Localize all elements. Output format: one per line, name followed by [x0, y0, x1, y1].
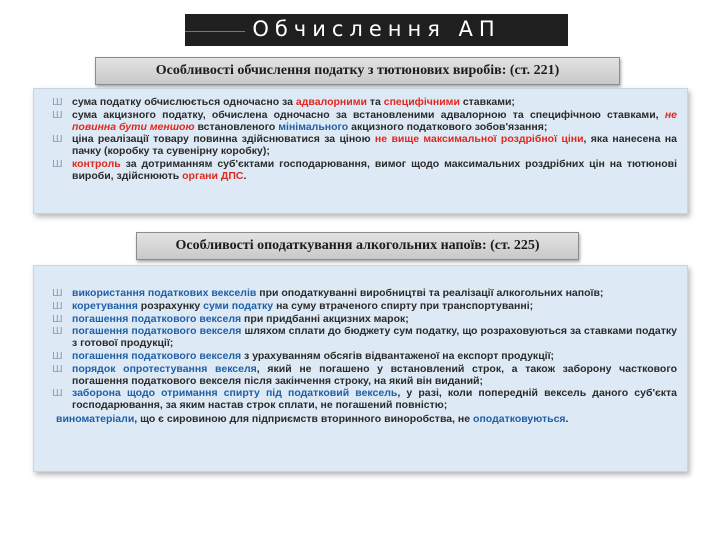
- bullet-icon: Ш: [52, 350, 63, 362]
- item-text: , у разі, коли попередній вексель даного суб'єкта господарювання, за яким настав строк сплати, не погашений повністю;: [72, 387, 677, 412]
- bullet-icon: Ш: [52, 326, 63, 338]
- item-text: , який не погашено у встановлений строк, а також заборону часткового погашення податкового векселя після закінчення строку, на який він виданий;: [72, 362, 677, 387]
- item-text: встановленого: [194, 120, 279, 133]
- highlighted-term: погашення податкового векселя: [72, 312, 242, 325]
- bullet-icon: Ш: [52, 300, 63, 312]
- item-text: розрахунку: [137, 299, 204, 312]
- alcohol-rules-list: [34, 266, 687, 412]
- highlighted-term: органи ДПС: [182, 169, 244, 182]
- highlighted-term: погашення податкового векселя: [72, 325, 242, 338]
- highlighted-term: заборона щодо отримання спирту під податковий вексель: [72, 387, 398, 400]
- list-item: [48, 159, 677, 183]
- highlighted-term: суми податку: [203, 299, 274, 312]
- highlighted-term: адвалорними: [295, 96, 367, 108]
- section-heading-tobacco: Особливості обчислення податку з тютюнових виробів: (ст. 221): [95, 57, 620, 85]
- item-text: ціна реалізації товару повинна здійснюватися за ціною: [72, 133, 375, 146]
- item-text: з урахуванням обсягів відвантаженої на експорт продукції;: [241, 349, 555, 362]
- item-text: на суму втраченого спирту при транспортуванні;: [273, 299, 534, 312]
- slide-title: Обчислення АП: [185, 14, 568, 46]
- item-text: , що є сировиною для підприємств вторинного виноробства, не: [134, 412, 474, 425]
- item-text: акцизного податкового зобов'язання;: [348, 120, 548, 133]
- bullet-icon: Ш: [52, 288, 63, 299]
- list-item: [48, 301, 677, 313]
- item-text: при придбанні акцизних марок;: [241, 312, 409, 325]
- highlighted-term: погашення податкового векселя: [72, 349, 242, 362]
- alcohol-rules-panel: [33, 265, 688, 472]
- bullet-icon: Ш: [52, 109, 63, 121]
- list-item: [48, 351, 677, 363]
- highlighted-term: не повинна бути меншою: [72, 108, 677, 133]
- highlighted-term: виноматеріали: [56, 412, 135, 425]
- item-text: , яка нанесена на пачку (коробку та сувенірну коробку);: [72, 133, 677, 158]
- highlighted-term: коретування: [72, 299, 138, 312]
- list-item: [48, 288, 677, 300]
- list-item: [48, 110, 677, 134]
- bullet-icon: Ш: [52, 134, 63, 146]
- item-text: сума акцизного податку, обчислена одночасно за встановленими адвалорною та специфічною ставками,: [72, 108, 665, 121]
- list-item: [48, 326, 677, 350]
- item-text: при оподаткуванні виробництві та реалізації алкогольних напоїв;: [256, 287, 604, 299]
- section-heading-alcohol: Особливості оподаткування алкогольних напоїв: (ст. 225): [136, 232, 579, 260]
- highlighted-term: оподатковуються: [473, 412, 566, 425]
- highlighted-term: контроль: [72, 157, 121, 170]
- highlighted-term: не вище максимальної роздрібної ціни: [374, 133, 584, 146]
- item-text: шляхом сплати до бюджету сум податку, що розраховуються за ставками податку з готової продукції;: [72, 325, 677, 350]
- title-underline: [185, 31, 245, 32]
- bullet-icon: Ш: [52, 313, 63, 325]
- list-item: [48, 97, 677, 109]
- list-item: [48, 364, 677, 388]
- item-text: сума податку обчислюється одночасно за: [72, 96, 296, 108]
- wine-materials-note: [34, 413, 687, 425]
- tobacco-rules-list: [34, 89, 687, 183]
- tobacco-rules-panel: [33, 88, 688, 214]
- highlighted-term: порядок опротестування векселя: [72, 362, 257, 375]
- highlighted-term: використання податкових векселів: [72, 287, 257, 299]
- bullet-icon: Ш: [52, 97, 63, 108]
- item-text: та: [366, 96, 384, 108]
- item-text: .: [565, 412, 569, 425]
- list-item: [48, 388, 677, 412]
- item-text: .: [243, 169, 247, 182]
- item-text: за дотриманням суб'єктами господарювання, вимог щодо максимальних роздрібних цін на тютюнові вироби, здійснюють: [72, 157, 677, 182]
- bullet-icon: Ш: [52, 158, 63, 170]
- highlighted-term: мінімального: [278, 120, 349, 133]
- bullet-icon: Ш: [52, 363, 63, 375]
- highlighted-term: специфічними: [383, 96, 460, 108]
- list-item: [48, 314, 677, 326]
- list-item: [48, 134, 677, 158]
- item-text: ставками;: [459, 96, 515, 108]
- bullet-icon: Ш: [52, 388, 63, 400]
